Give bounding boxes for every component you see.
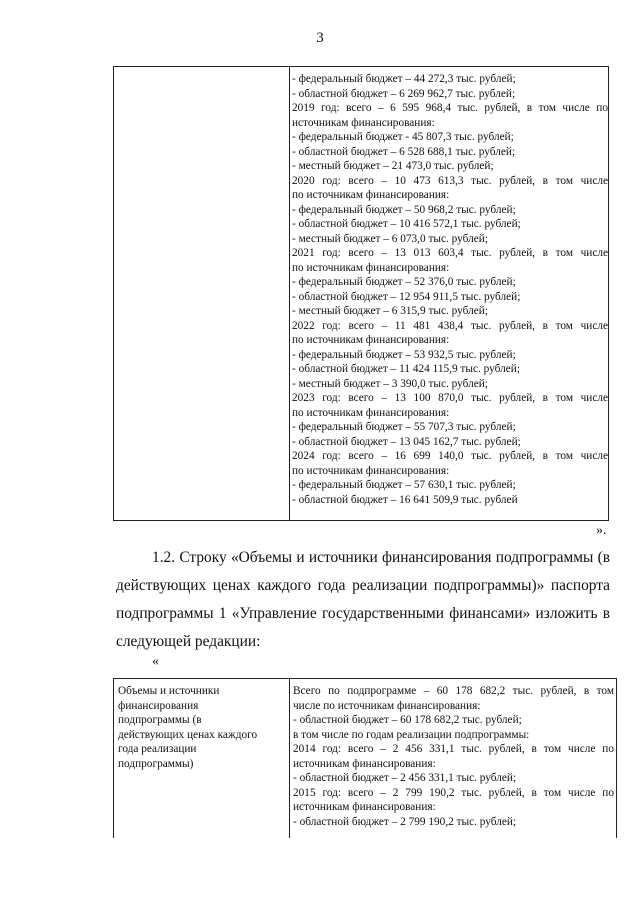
subprogram-funding-table <box>113 678 617 838</box>
paragraph-line: подпрограммы 1 «Управление государственными финансами» изложить в <box>116 605 610 622</box>
table-line: 2015 год: всего – 2 799 190,2 тыс. рублей, в том числе по <box>293 786 614 799</box>
paragraph-line: 1.2. Строку «Объемы и источники финансирования подпрограммы (в <box>152 549 610 566</box>
table-line: - федеральный бюджет - 45 807,3 тыс. рублей; <box>292 131 514 143</box>
row-header-line: действующих ценах каждого <box>118 728 258 741</box>
row-header-line: подпрограммы) <box>118 757 194 770</box>
table-line: числе по источникам финансирования: <box>293 699 481 712</box>
table-line: 2019 год: всего – 6 595 968,4 тыс. рублей, в том числе по <box>292 102 608 114</box>
row-header-line: Объемы и источники <box>118 685 220 697</box>
column-divider <box>289 679 290 838</box>
table-line: по источникам финансирования: <box>292 334 450 346</box>
table-line: источникам финансирования: <box>293 757 436 770</box>
table-line: - областной бюджет – 60 178 682,2 тыс. рублей; <box>293 714 522 726</box>
table-line: - федеральный бюджет – 57 630,1 тыс. рублей; <box>292 479 516 491</box>
paragraph-line: следующей редакции: <box>116 633 261 650</box>
table-line: - областной бюджет – 12 954 911,5 тыс. рублей; <box>292 290 521 303</box>
column-divider <box>289 67 290 520</box>
table-line: по источникам финансирования: <box>292 261 450 274</box>
table-line: - местный бюджет – 21 473,0 тыс. рублей; <box>292 160 494 172</box>
table-line: - областной бюджет – 2 456 331,1 тыс. рублей; <box>293 772 517 784</box>
table-line: 2020 год: всего – 10 473 613,3 тыс. рублей, в том числе <box>292 174 608 187</box>
table-line: - местный бюджет – 6 073,0 тыс. рублей; <box>292 232 488 245</box>
row-header-line: подпрограммы (в <box>118 714 202 726</box>
opening-quote: « <box>152 654 159 669</box>
table-line: источникам финансирования: <box>292 116 435 129</box>
table-line: - местный бюджет – 6 315,9 тыс. рублей; <box>292 305 488 317</box>
table-line: - местный бюджет – 3 390,0 тыс. рублей; <box>292 377 488 390</box>
table-line: источникам финансирования: <box>293 801 436 813</box>
funding-details-cell <box>293 684 614 829</box>
table-line: - федеральный бюджет – 52 376,0 тыс. рублей; <box>292 276 516 288</box>
table-line: 2023 год: всего – 13 100 870,0 тыс. рублей, в том числе <box>292 392 608 404</box>
paragraph-line: действующих ценах каждого года реализации подпрограммы)» паспорта <box>116 577 610 594</box>
table-line: - областной бюджет – 11 424 115,9 тыс. рублей; <box>292 363 520 375</box>
table-line: Всего по подпрограмме – 60 178 682,2 тыс. рублей, в том <box>293 685 614 697</box>
table-line: - областной бюджет – 10 416 572,1 тыс. рублей; <box>292 218 521 230</box>
table-line: 2014 год: всего – 2 456 331,1 тыс. рублей, в том числе по <box>293 743 614 755</box>
closing-quote: ». <box>596 523 607 538</box>
table-line: по источникам финансирования: <box>292 189 450 201</box>
table-line: - федеральный бюджет – 55 707,3 тыс. рублей; <box>292 421 516 433</box>
table-line: - областной бюджет – 6 269 962,7 тыс. рублей; <box>292 87 516 100</box>
table-line: - федеральный бюджет – 50 968,2 тыс. рублей; <box>292 203 516 216</box>
table-line: 2021 год: всего – 13 013 603,4 тыс. рублей, в том числе <box>292 247 608 259</box>
table-line: - федеральный бюджет – 53 932,5 тыс. рублей; <box>292 348 516 361</box>
funding-table-continued <box>113 66 609 521</box>
table-line: в том числе по годам реализации подпрограммы: <box>293 728 530 741</box>
table-line: по источникам финансирования: <box>292 406 450 419</box>
page-number: 3 <box>316 30 324 46</box>
table-line: 2022 год: всего – 11 481 438,4 тыс. рублей, в том числе <box>292 319 608 332</box>
table-line: - областной бюджет – 6 528 688,1 тыс. рублей; <box>292 145 516 158</box>
row-header-line: года реализации <box>118 743 197 755</box>
table-line: - федеральный бюджет – 44 272,3 тыс. рублей; <box>292 73 516 85</box>
table-line: - областной бюджет – 16 641 509,9 тыс. рублей <box>292 493 518 506</box>
table-line: - областной бюджет – 2 799 190,2 тыс. рублей; <box>293 815 517 828</box>
row-header-cell <box>118 684 283 771</box>
table-line: 2024 год: всего – 16 699 140,0 тыс. рублей, в том числе <box>292 450 608 462</box>
row-header-line: финансирования <box>118 699 199 712</box>
amendment-paragraph <box>116 544 610 656</box>
table-line: по источникам финансирования: <box>292 464 450 477</box>
table-line: - областной бюджет – 13 045 162,7 тыс. рублей; <box>292 435 521 448</box>
funding-details-cell <box>292 72 608 507</box>
